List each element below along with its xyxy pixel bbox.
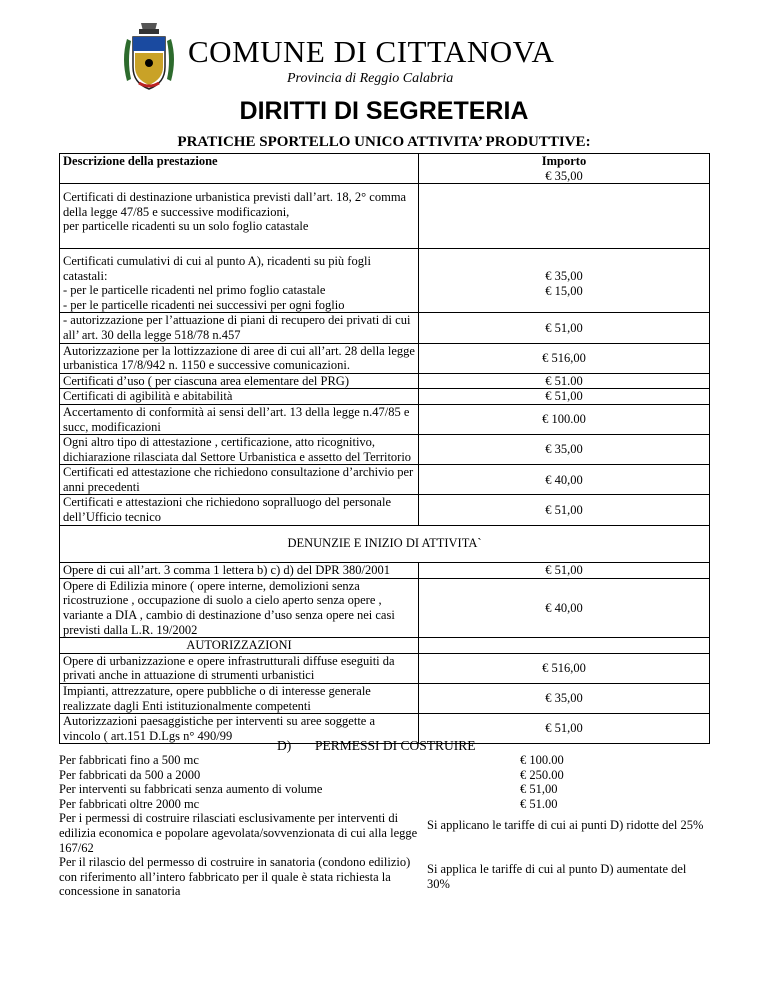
permessi-amount: € 250.00 <box>520 767 564 782</box>
row-amount: € 35,00 <box>419 684 710 714</box>
table-row <box>60 578 710 637</box>
row-description: Certificati di agibilità e abitabilità <box>60 389 419 405</box>
row-amount: € 40,00 <box>419 578 710 637</box>
row-amount: € 516,00 <box>419 653 710 683</box>
table-row <box>60 563 710 579</box>
row-amount: € 51,00 <box>419 313 710 343</box>
table-row <box>60 389 710 405</box>
amount-header-label: Importo <box>541 154 587 168</box>
permessi-amount: € 100.00 <box>520 753 564 767</box>
row-amount: € 51,00 <box>419 563 710 579</box>
row-amount: € 35,00 € 15,00 <box>419 248 710 312</box>
section-row-autorizzazioni <box>60 638 710 654</box>
table-row <box>60 435 710 465</box>
row-description: Autorizzazioni paesaggistiche per interventi su aree soggette a vincolo ( art.151 D.Lgs n° 490/99 <box>60 714 419 744</box>
section-title: PRATICHE SPORTELLO UNICO ATTIVITA’ PRODUTTIVE: <box>177 134 591 150</box>
row-description: Impianti, attrezzature, opere pubbliche o di interesse generale realizzate dagli Enti istituzionalmente competenti <box>60 684 419 714</box>
row-amount: € 35,00 <box>419 435 710 465</box>
table-row <box>60 495 710 525</box>
table-row <box>60 373 710 389</box>
province-subtitle: Provincia di Reggio Calabria <box>287 71 454 86</box>
row-amount: € 51,00 <box>419 714 710 744</box>
municipal-crest-icon <box>119 17 179 97</box>
permessi-note-reduction: Si applicano le tariffe di cui ai punti D) ridotte del 25% <box>427 818 704 832</box>
row-description: Opere di urbanizzazione e opere infrastrutturali diffuse eseguiti da privati anche in attuazione di strumenti urbanistici <box>60 653 419 683</box>
table-header-row <box>60 154 710 184</box>
row-description: Ogni altro tipo di attestazione , certificazione, atto ricognitivo, dichiarazione rilasciata dal Settore Urbanistica e assetto del Territorio <box>60 435 419 465</box>
permessi-letter: D) <box>277 738 292 753</box>
permessi-amount: € 51.00 <box>520 796 558 811</box>
table-row <box>60 184 710 249</box>
column-header-description: Descrizione della prestazione <box>60 154 419 184</box>
list-item: Per fabbricati da 500 a 2000 <box>59 767 201 782</box>
document-title: DIRITTI DI SEGRETERIA <box>239 97 529 125</box>
list-item: Per fabbricati fino a 500 mc <box>59 753 199 767</box>
first-amount: € 35,00 <box>545 168 583 183</box>
column-header-amount <box>419 154 710 184</box>
row-description: Certificati di destinazione urbanistica previsti dall’art. 18, 2° comma della legge 47/85 e successive modificazioni, per particelle ricadenti su un solo foglio catastale <box>60 184 419 249</box>
section-heading-denunzie: DENUNZIE E INIZIO DI ATTIVITA` <box>60 525 710 563</box>
row-description: Opere di cui all’art. 3 comma 1 lettera b) c) d) del DPR 380/2001 <box>60 563 419 579</box>
permessi-amount: € 51,00 <box>520 782 558 797</box>
permessi-amounts <box>520 753 564 811</box>
row-amount: € 51.00 <box>419 373 710 389</box>
row-description: Certificati ed attestazione che richiedono consultazione d’archivio per anni precedenti <box>60 465 419 495</box>
table-row <box>60 465 710 495</box>
row-description: Autorizzazione per la lottizzazione di aree di cui all’art. 28 della legge urbanistica 17/8/942 n. 1150 e successive comunicazioni. <box>60 343 419 373</box>
table-row <box>60 684 710 714</box>
row-description: Opere di Edilizia minore ( opere interne, demolizioni senza ricostruzione , occupazione di suolo a cielo aperto senza opere , variante a DIA , cambio di destinazione d’uso senza opere nei casi previsti dalla L.R. 19/2002 <box>60 578 419 637</box>
permessi-list <box>59 753 419 899</box>
table-row <box>60 248 710 312</box>
row-description: Certificati cumulativi di cui al punto A), ricadenti su più fogli catastali: - per le particelle ricadenti nel primo foglio catastale - per le particelle ricadenti nei successivi per ogni foglio <box>60 248 419 312</box>
list-item: Per il rilascio del permesso di costruire in sanatoria (condono edilizio) con riferimento all’intero fabbricato per il quale è stata richiesta la concessione in sanatoria <box>59 855 411 899</box>
permessi-note-increase: Si applica le tariffe di cui al punto D) aumentate del 30% <box>427 862 687 891</box>
row-description: - autorizzazione per l’attuazione di piani di recupero dei privati di cui all’ art. 30 della legge 518/78 n.457 <box>60 313 419 343</box>
table-row <box>60 653 710 683</box>
row-amount: € 100.00 <box>419 404 710 434</box>
section-heading-autorizzazioni: AUTORIZZAZIONI <box>60 638 419 654</box>
table-row <box>60 404 710 434</box>
row-amount: € 51,00 <box>419 495 710 525</box>
row-description: Certificati d’uso ( per ciascuna area elementare del PRG) <box>60 373 419 389</box>
list-item: Per fabbricati oltre 2000 mc <box>59 796 200 811</box>
municipality-title: COMUNE DI CITTANOVA <box>188 34 555 69</box>
row-amount: € 40,00 <box>419 465 710 495</box>
list-item: Per i permessi di costruire rilasciati esclusivamente per interventi di edilizia economica e popolare agevolata/sovvenzionata di cui alla legge 167/62 <box>59 811 418 855</box>
table-row <box>60 313 710 343</box>
section-row-denunzie <box>60 525 710 563</box>
fees-table <box>59 153 710 744</box>
permessi-title: PERMESSI DI COSTRUIRE <box>315 738 476 753</box>
row-amount: € 51,00 <box>419 389 710 405</box>
row-description: Accertamento di conformità ai sensi dell’art. 13 della legge n.47/85 e succ, modificazioni <box>60 404 419 434</box>
row-amount: € 516,00 <box>419 343 710 373</box>
list-item: Per interventi su fabbricati senza aumento di volume <box>59 782 323 797</box>
table-row <box>60 343 710 373</box>
row-description: Certificati e attestazioni che richiedono sopralluogo del personale dell’Ufficio tecnico <box>60 495 419 525</box>
